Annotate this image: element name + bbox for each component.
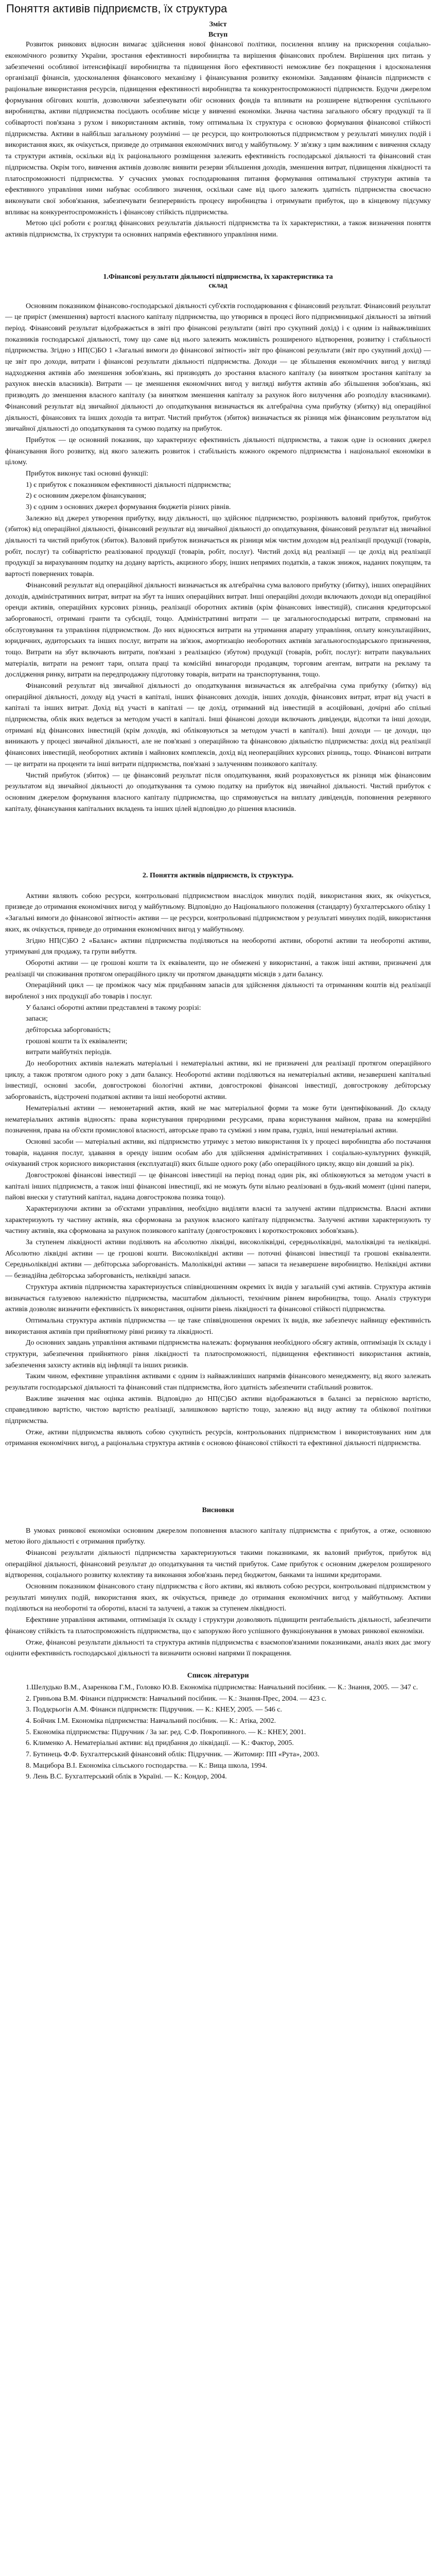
section-2-paragraph: Активи являють собою ресурси, контрольовані підприємством внаслідок минулих подій, використання яких, як очікується, призведе до отримання економічних вигод у майбутньому. Відповідно до Національного положення (стандарту) бухгалтерського обліку 1 «Загальні вимоги до фінансової звітності» активи — це ресурси, контрольовані підприємством у результаті минулих подій, використання яких, як очікується, приведе до отримання економічних вигод у майбутньому.	[5, 892, 431, 934]
section-2-paragraph: До необоротних активів належать матеріальні і нематеріальні активи, які не призначені для реалізації протягом операційного циклу, а також протягом одного року з дати балансу. Необоротні активи поділяються на нематеріальні активи, незавершені капітальні інвестиції, основні засоби, довгострокові біологічні активи, довгострокові фінансові інвестиції, довгострокову дебіторську заборгованість, відстрочені податкові активи та інші необоротні активи.	[5, 1060, 431, 1101]
reference-item: 7. Бутинець Ф.Ф. Бухгалтерський фінансовий облік: Підручник. — Житомир: ПП «Рута», 2003.	[26, 1751, 320, 1759]
spacer	[5, 1515, 431, 1526]
conclusions-paragraph: Отже, фінансові результати діяльності та структура активів підприємства є взаємопов'язаними показниками, аналіз яких дає змогу оцінити ефективність господарської діяльності та визначити основні напрями її покращення.	[5, 1638, 431, 1658]
section-2-paragraph: Структура активів підприємства характеризується співвідношенням окремих їх видів у загальній сумі активів. Структура активів визначається галузевою належністю підприємства, масштабом діяльності, технічним рівнем виробництва, тощо. Аналіз структури активів дозволяє визначити ефективність їх використання, оцінити рівень ліквідності та фінансової стійкості підприємства.	[5, 1283, 431, 1314]
section-2-paragraph: За ступенем ліквідності активи поділяють на абсолютно ліквідні, високоліквідні, середньоліквідні, малоліквідні та неліквідні. Абсолютно ліквідні активи — це грошові кошти. Високоліквідні активи — поточні фінансові інвестиції та грошові еквіваленти. Середньоліквідні активи — дебіторська заборгованість. Малоліквідні активи — запаси та незавершене виробництво. Неліквідні активи — безнадійна дебіторська заборгованість, неліквідні запаси.	[5, 1239, 431, 1280]
intro-heading: Вступ	[208, 30, 228, 39]
intro-paragraph: Метою цієї роботи є розгляд фінансових результатів діяльності підприємства та їх характеристики, а також визначення поняття активів підприємства, їх структури та основних напрямів ефективного управління ними.	[5, 219, 431, 239]
reference-item: 4. Бойчик І.М. Економіка підприємства: Навчальний посібник. — К.: Атіка, 2002.	[26, 1717, 276, 1725]
section-2-paragraph: До основних завдань управління активами підприємства належать: формування необхідного обсягу активів, оптимізація їх складу і структури, забезпечення прийнятного рівня ліквідності та платоспроможності, підвищення ефективності використання активів, забезпечення захисту активів від інфляції та інших ризиків.	[5, 1339, 431, 1369]
spacer	[5, 880, 431, 891]
section-2-paragraph: Характеризуючи активи за об'єктами управління, необхідно виділяти власні та залучені активи підприємства. Власні активи характеризують ту частину активів, яка сформована за рахунок власного капіталу підприємства. Залучені активи характеризують ту частину активів, яка сформована за рахунок позикового капіталу (довгострокових і короткострокових зобов'язань).	[5, 1205, 431, 1235]
section-2-paragraph: Важливе значення має оцінка активів. Відповідно до НП(С)БО активи відображаються в балансі за первісною вартістю, справедливою вартістю, чистою вартістю реалізації, залишковою вартістю тощо, залежно від виду активу та облікової політики підприємства.	[5, 1395, 431, 1426]
reference-item: 6. Клименко А. Нематеріальні активи: від придбання до ліквідації. — К.: Фактор, 2005.	[26, 1739, 294, 1748]
section-2	[5, 871, 431, 1449]
spacer	[5, 1659, 431, 1670]
section-1	[5, 273, 431, 815]
section-2-paragraph: У балансі оборотні активи представлені в такому розрізі:	[26, 1004, 201, 1012]
section-1-paragraph: Фінансовий результат від звичайної діяльності до оподаткування визначається як алгебраїчна сума прибутку (збитку) від операційної діяльності, доходу від участі в капіталі, інших фінансових доходів, інших доходів, фінансових витрат, втрат від участі в капіталі та інших витрат. Дохід від участі в капіталі — це дохід, отриманий від інвестицій в асоційовані, дочірні або спільні підприємства, облік яких ведеться за методом участі в капіталі. Інші фінансові доходи включають дивіденди, відсотки та інші доходи, отримані від фінансових інвестицій (крім доходів, які обліковуються за методом участі в капіталі). Інші доходи — це доходи, що виникають у процесі звичайної діяльності, але не пов'язані з операційною та фінансовою діяльністю підприємства: дохід від реалізації фінансових інвестицій, необоротних активів і майнових комплексів, дохід від неопераційних курсових різниць, тощо. Фінансові витрати — це витрати на проценти та інші витрати підприємства, пов'язані з залученням позикового капіталу.	[5, 682, 431, 768]
section-2-paragraph: Нематеріальні активи — немонетарний актив, який не має матеріальної форми та може бути ідентифікований. До складу нематеріальних активів відносять: права користування природними ресурсами, права користування майном, права на комерційні позначення, права на об'єкти промислової власності, авторське право та суміжні з ним права, гудвіл, інші нематеріальні активи.	[5, 1104, 431, 1135]
section-1-heading-line1: 1.Фінансові результати діяльності підприємства, їх характеристика та	[103, 273, 333, 281]
intro-section	[5, 30, 431, 241]
references-heading: Список літератури	[187, 1671, 249, 1680]
intro-paragraph: Розвиток ринкових відносин вимагає здійснення нової фінансової політики, посилення впливу на прискорення соціально-економічного розвитку України, зростання ефективності виробництва та вирішення фінансових проблем. Вирішення цих питань у забезпеченні особливої інтенсифікації виробництва та підвищення його ефективності неможливе без покращення і вдосконалення організації фінансів, удосконалення фінансового механізму і фінансування розвитку економіки. Завданням фінансів підприємств є раціональне використання ресурсів, підвищення ефективності виробництва та конкурентоспроможності підприємств. Будучи джерелом формування обігових коштів, дозволяючи забезпечувати обіг основних фондів та впливати на розширене відтворення суспільного виробництва, активи підприємства посідають особливе місце у вивченні економіки. Значна частина загального обсягу продукції та її собівартості пов'язана з рухом і використанням активів, тому оптимальна їх структура є основою формування фінансової стійкості підприємства. Активи в найбільш загальному розумінні — це ресурси, що контролюються підприємством у результаті минулих подій і використання яких, як очікується, призведе до отримання економічних вигод у майбутньому. У зв'язку з цим важливим є вивчення складу та структури активів, оскільки від їх раціонального розміщення залежить ефективність господарської діяльності та фінансовий стан підприємства. Окрім того, вивчення активів дозволяє виявити резерви збільшення доходів, зменшення витрат, підвищення ліквідності та платоспроможності підприємства. У сучасних умовах господарювання питання формування оптимальної структури активів та ефективного управління ними набуває особливого значення, оскільки саме від цього залежить здатність підприємства своєчасно виконувати свої зобов'язання, забезпечувати безперервність процесу виробництва і отримувати прибуток, що в кінцевому підсумку впливає на конкурентоспроможність і фінансову стійкість підприємства.	[5, 41, 431, 216]
section-1-paragraph: Залежно від джерел утворення прибутку, виду діяльності, що здійснює підприємство, розрізняють валовий прибуток, прибуток (збиток) від операційної діяльності, фінансовий результат від звичайної діяльності до оподаткування, фінансовий результат від звичайної діяльності та чистий прибуток (збиток). Валовий прибуток визначається як різниця між чистим доходом від реалізації продукції (товарів, робіт, послуг) та собівартістю реалізованої продукції (товарів, робіт, послуг). Чистий дохід від реалізації — це дохід від реалізації продукції за вирахуванням податку на додану вартість, акцизного збору, інших непрямих податків, а також знижок, наданих покупцям, та вартості повернених товарів.	[5, 514, 431, 579]
reference-item: 5. Економіка підприємства: Підручник / За заг. ред. С.Ф. Покропивного. — К.: КНЕУ, 2001.	[26, 1728, 306, 1736]
section-2-list-item: витрати майбутніх періодів.	[26, 1048, 112, 1057]
section-1-paragraph: Чистий прибуток (збиток) — це фінансовий результат після оподаткування, який розраховується як різниця між фінансовим результатом від звичайної діяльності до оподаткування та сумою податку на прибуток від звичайної діяльності. Чистий прибуток є основним джерелом формування власного капіталу підприємства, що спрямовується на виплату дивідендів, поповнення резервного капіталу, фінансування капітальних вкладень та інших цілей відповідно до рішення власників.	[5, 771, 431, 813]
section-1-list-intro: Прибуток виконує такі основні функції:	[26, 469, 149, 478]
section-2-heading: 2. Поняття активів підприємств, їх структура.	[142, 872, 294, 880]
section-1-list-item: 2) є основним джерелом фінансування;	[26, 492, 146, 500]
contents-heading: Зміст	[209, 21, 227, 28]
conclusions-paragraph: Ефективне управління активами, оптимізація їх складу і структури дозволяють підвищити рентабельність діяльності, забезпечити фінансову стійкість та платоспроможність підприємства, що є запорукою його успішного функціонування в умовах ринкової економіки.	[5, 1616, 431, 1635]
reference-item: 1.Шелудько В.М., Азаренкова Г.М., Головко Ю.В. Економіка підприємства: Навчальний посібник. — К.: Знання, 2005. — 347 с.	[26, 1683, 418, 1691]
reference-item: 3. Поддєрьогін А.М. Фінанси підприємств: Підручник. — К.: КНЕУ, 2005. — 546 с.	[26, 1706, 282, 1714]
spacer	[5, 291, 431, 301]
conclusions-paragraph: Основним показником фінансового стану підприємства є його активи, які являють собою ресурси, контрольовані підприємством у результаті минулих подій, використання яких, як очікується, приведе до отримання економічних вигод у майбутньому. Активи поділяються на необоротні та оборотні, власні та залучені, а також за ступенем ліквідності.	[5, 1583, 431, 1613]
references-section	[5, 1672, 431, 1783]
section-1-list-item: 3) є одним з основних джерел формування бюджетів різних рівнів.	[26, 503, 231, 512]
conclusions-paragraph: Фінансові результати діяльності підприємства характеризуються такими показниками, як валовий прибуток, прибуток від операційної діяльності, фінансовий результат до оподаткування та чистий прибуток. Саме прибуток є основним джерелом розширеного відтворення, соціального розвитку колективу та виконання зобов'язань перед бюджетом, банками та іншими кредиторами.	[5, 1549, 431, 1580]
section-1-paragraph: Прибуток — це основний показник, що характеризує ефективність діяльності підприємства, а також одне із основних джерел фінансування його розвитку, від якого залежить розвиток і стабільність кожного окремого підприємства і національної економіки в цілому.	[5, 436, 431, 467]
reference-item: 8. Мацибора В.І. Економіка сільського господарства. — К.: Вища школа, 1994.	[26, 1761, 267, 1770]
spacer	[5, 815, 431, 871]
section-2-paragraph: Основні засоби — матеріальні активи, які підприємство утримує з метою використання їх у процесі виробництва або постачання товарів, надання послуг, здавання в оренду іншим особам або для здійснення адміністративних і соціально-культурних функцій, очікуваний строк корисного використання (експлуатації) яких більше одного року (або операційного циклу, якщо він довший за рік).	[5, 1138, 431, 1168]
section-1-list-item: 1) є прибуток є показником ефективності діяльності підприємства;	[26, 481, 231, 489]
conclusions-heading: Висновки	[202, 1506, 234, 1515]
section-2-paragraph: Згідно НП(С)БО 2 «Баланс» активи підприємства поділяються на необоротні активи, оборотні активи та необоротні активи, утримувані для продажу, та групи вибуття.	[5, 937, 431, 956]
section-2-paragraph: Оптимальна структура активів підприємства — це таке співвідношення окремих їх видів, яке забезпечує найвищу ефективність використання активів при прийнятному рівні ризику та ліквідності.	[5, 1316, 431, 1336]
conclusions-section	[5, 1506, 431, 1659]
section-2-list-item: запаси;	[26, 1015, 48, 1023]
spacer	[5, 1449, 431, 1506]
section-1-paragraph: Фінансовий результат від операційної діяльності визначається як алгебраїчна сума валового прибутку (збитку), інших операційних доходів, адміністративних витрат, витрат на збут та інших операційних витрат. Інші операційні доходи включають доходи від операційної оренди активів, операційних курсових різниць, реалізації оборотних активів (крім фінансових інвестицій), списання кредиторської заборгованості, отримані гранти та субсидії, тощо. Адміністративні витрати — це загальногосподарські витрати, спрямовані на обслуговування та управління підприємством. До них відносяться витрати на утримання апарату управління, оплату консультаційних, юридичних, аудиторських та інших послуг, витрати на зв'язок, амортизацію необоротних активів загальногосподарського призначення, тощо. Витрати на збут включають витрати, пов'язані з реалізацією (збутом) продукції (товарів, робіт, послуг): витрати пакувальних матеріалів, витрати на ремонт тари, оплата праці та комісійні винагороди продавцям, торговим агентам, витрати на рекламу та дослідження ринку, витрати на передпродажну підготовку товарів, витрати на транспортування, тощо.	[5, 581, 431, 679]
section-2-paragraph: Таким чином, ефективне управління активами є одним із найважливіших напрямів фінансового менеджменту, від якого залежать результати господарської діяльності та фінансовий стан підприємства, його здатність забезпечити стабільний розвиток.	[5, 1372, 431, 1392]
reference-item: 9. Лень В.С. Бухгалтерський облік в Україні. — К.: Кондор, 2004.	[26, 1773, 227, 1781]
spacer	[5, 241, 431, 273]
document-title: Поняття активів підприємств, їх структура	[6, 2, 228, 15]
section-2-paragraph: Оборотні активи — це грошові кошти та їх еквіваленти, що не обмежені у використанні, а також інші активи, призначені для реалізації чи споживання протягом операційного циклу чи протягом дванадцяти місяців з дати балансу.	[5, 959, 431, 978]
section-2-paragraph: Операційний цикл — це проміжок часу між придбанням запасів для здійснення діяльності та отриманням коштів від реалізації виробленої з них продукції або товарів і послуг.	[5, 981, 431, 1001]
section-1-paragraph: Основним показником фінансово-господарської діяльності суб'єктів господарювання є фінансовий результат. Фінансовий результат — це приріст (зменшення) вартості власного капіталу підприємства, що утворився в процесі його підприємницької діяльності за звітний період. Фінансовий результат відображається в звіті про фінансові результати (звіті про сукупний дохід) і є одним із найважливіших показників господарської діяльності, тому що саме від нього залежить можливість розширеного відтворення, розвитку і стабільності підприємства. Згідно з НП(С)БО 1 «Загальні вимоги до фінансової звітності» звіт про фінансові результати (звіт про сукупний дохід) — це звіт про доходи, витрати і фінансові результати діяльності підприємства. Доходи — це збільшення економічних вигод у вигляді надходження активів або зменшення зобов'язань, які призводять до зростання власного капіталу (за винятком зростання капіталу за рахунок внесків власників). Витрати — це зменшення економічних вигод у вигляді вибуття активів або збільшення зобов'язань, які призводять до зменшення власного капіталу (за винятком зменшення капіталу за рахунок його вилучення або розподілу власниками). Фінансовий результат від звичайної діяльності до оподаткування визначається як алгебраїчна сума прибутку (збитку) від операційної діяльності, фінансових та інших доходів та витрат. Чистий прибуток (збиток) визначається як різниця між фінансовим результатом від звичайної діяльності до оподаткування та сумою податку на прибуток.	[5, 302, 431, 433]
section-2-list-item: дебіторська заборгованість;	[26, 1026, 111, 1035]
section-2-paragraph: Довгострокові фінансові інвестиції — це фінансові інвестиції на період понад один рік, які обліковуються за методом участі в капіталі інших підприємств, а також інші фінансові інвестиції, які не можуть бути вільно реалізовані в будь-який момент (цінні папери, пайові внески у статутний капітал, надана довгострокова позика тощо).	[5, 1171, 431, 1202]
reference-item: 2. Гриньова В.М. Фінанси підприємств: Навчальний посібник. — К.: Знання-Прес, 2004. — 423 с.	[26, 1694, 327, 1703]
conclusions-paragraph: В умовах ринкової економіки основним джерелом поповнення власного капіталу підприємства є прибуток, а отже, основною метою його діяльності є отримання прибутку.	[5, 1527, 431, 1546]
section-2-paragraph: Отже, активи підприємства являють собою сукупність ресурсів, контрольованих підприємством і використовуваних ним для отримання економічних вигод, а раціональна структура активів є основою фінансової стійкості та ефективної діяльності підприємства.	[5, 1428, 431, 1448]
section-1-heading-line2: склад	[208, 282, 228, 290]
section-2-list-item: грошові кошти та їх еквіваленти;	[26, 1037, 128, 1045]
